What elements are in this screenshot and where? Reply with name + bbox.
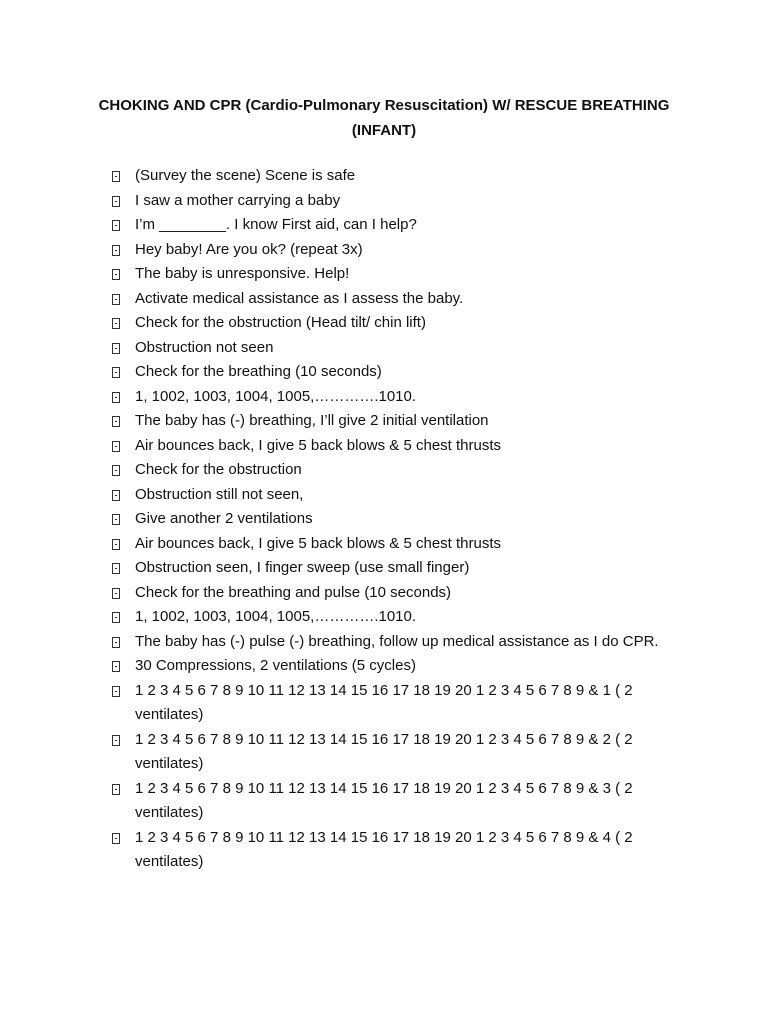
checklist-item-text: Check for the obstruction [135, 461, 302, 478]
checklist-item-text: Hey baby! Are you ok? (repeat 3x) [135, 240, 363, 258]
checklist-item-text: 1, 1002, 1003, 1004, 1005,………….1010. [135, 608, 417, 625]
checklist-item-text: Obstruction not seen [135, 338, 274, 356]
checklist-item [111, 164, 671, 189]
checkbox-icon[interactable] [112, 490, 120, 501]
checkbox-icon[interactable] [112, 637, 120, 648]
checklist-item [111, 213, 671, 238]
checklist-item [111, 360, 671, 385]
checklist-item-text: The baby has (-) breathing, I’ll give 2 initial ventilation [135, 412, 489, 429]
checkbox-glyph-mark [115, 348, 117, 349]
checkbox-icon[interactable] [112, 735, 120, 746]
checklist-item-text: 1, 1002, 1003, 1004, 1005,………….1010. [135, 387, 417, 405]
checklist-item [111, 605, 671, 630]
checkbox-icon[interactable] [112, 833, 120, 844]
title-line-2: (INFANT) [351, 121, 417, 139]
checklist-item [111, 826, 671, 875]
checklist-item [111, 556, 671, 581]
checklist-item-text: Obstruction still not seen, [135, 485, 304, 503]
checkbox-glyph-mark [115, 397, 117, 398]
checklist-item-text: Air bounces back, I give 5 back blows & 5 chest thrusts [135, 534, 502, 552]
checklist-item [111, 311, 671, 336]
checkbox-icon[interactable] [112, 269, 120, 280]
checkbox-icon[interactable] [112, 220, 120, 231]
checkbox-icon[interactable] [112, 514, 120, 525]
checkbox-icon[interactable] [112, 661, 120, 672]
checkbox-glyph-mark [115, 201, 117, 202]
checkbox-glyph-mark [115, 470, 117, 471]
document-title [60, 94, 708, 143]
checkbox-glyph-mark [115, 740, 117, 741]
checkbox-glyph-mark [115, 666, 117, 667]
checkbox-icon[interactable] [112, 612, 120, 623]
checklist-item-text: Check for the obstruction (Head tilt/ chin lift) [135, 314, 426, 331]
checkbox-glyph-mark [115, 691, 117, 692]
checklist-item-text: Activate medical assistance as I assess the baby. [135, 289, 464, 307]
checkbox-glyph-mark [115, 446, 117, 447]
checkbox-icon[interactable] [112, 441, 120, 452]
checklist-item-text: 1 2 3 4 5 6 7 8 9 10 11 12 13 14 15 16 17 18 19 20 1 2 3 4 5 6 7 8 9 & 2 ( 2 ventilates) [135, 730, 633, 772]
checkbox-glyph-mark [115, 176, 117, 177]
checklist-item-text: (Survey the scene) Scene is safe [135, 167, 356, 184]
checkbox-icon[interactable] [112, 563, 120, 574]
checkbox-glyph-mark [115, 495, 117, 496]
checklist-item-text: 1 2 3 4 5 6 7 8 9 10 11 12 13 14 15 16 17 18 19 20 1 2 3 4 5 6 7 8 9 & 1 ( 2 ventilates) [135, 681, 633, 723]
checklist-item [111, 581, 671, 606]
checkbox-icon[interactable] [112, 392, 120, 403]
checklist-item [111, 409, 671, 434]
checklist-item-text: Check for the breathing and pulse (10 seconds) [135, 583, 452, 601]
checklist-item [111, 385, 671, 410]
checkbox-glyph-mark [115, 642, 117, 643]
checkbox-glyph-mark [115, 323, 117, 324]
checklist-item-text: 30 Compressions, 2 ventilations (5 cycles) [135, 657, 416, 674]
checklist-item [111, 238, 671, 263]
checklist-item [111, 483, 671, 508]
checkbox-glyph-mark [115, 838, 117, 839]
checkbox-glyph-mark [115, 544, 117, 545]
checklist-item-text: Check for the breathing (10 seconds) [135, 363, 382, 380]
checklist [111, 164, 671, 875]
checkbox-icon[interactable] [112, 294, 120, 305]
checkbox-glyph-mark [115, 421, 117, 422]
checkbox-icon[interactable] [112, 367, 120, 378]
checkbox-icon[interactable] [112, 588, 120, 599]
checklist-item [111, 532, 671, 557]
checklist-item [111, 336, 671, 361]
checklist-item-text: 1 2 3 4 5 6 7 8 9 10 11 12 13 14 15 16 17 18 19 20 1 2 3 4 5 6 7 8 9 & 3 ( 2 ventilates) [135, 779, 633, 821]
title-line-1: CHOKING AND CPR (Cardio-Pulmonary Resuscitation) W/ RESCUE BREATHING [98, 97, 670, 114]
checkbox-glyph-mark [115, 250, 117, 251]
checklist-item-text: Obstruction seen, I finger sweep (use small finger) [135, 559, 470, 576]
checklist-item [111, 189, 671, 214]
checkbox-icon[interactable] [112, 784, 120, 795]
checkbox-glyph-mark [115, 299, 117, 300]
checklist-item-text: 1 2 3 4 5 6 7 8 9 10 11 12 13 14 15 16 17 18 19 20 1 2 3 4 5 6 7 8 9 & 4 ( 2 ventilates) [135, 828, 633, 870]
checkbox-glyph-mark [115, 519, 117, 520]
checkbox-glyph-mark [115, 593, 117, 594]
checkbox-icon[interactable] [112, 318, 120, 329]
checklist-item-text: The baby has (-) pulse (-) breathing, follow up medical assistance as I do CPR. [135, 632, 659, 650]
checkbox-icon[interactable] [112, 171, 120, 182]
checkbox-icon[interactable] [112, 465, 120, 476]
checkbox-icon[interactable] [112, 416, 120, 427]
checklist-item [111, 630, 671, 655]
checklist-item [111, 679, 671, 728]
checkbox-glyph-mark [115, 274, 117, 275]
checkbox-icon[interactable] [112, 539, 120, 550]
checklist-item [111, 434, 671, 459]
checklist-item [111, 458, 671, 483]
checkbox-glyph-mark [115, 789, 117, 790]
checklist-item [111, 507, 671, 532]
checkbox-glyph-mark [115, 225, 117, 226]
checklist-item [111, 654, 671, 679]
checklist-item-text: Air bounces back, I give 5 back blows & 5 chest thrusts [135, 436, 502, 454]
checklist-item-text: I saw a mother carrying a baby [135, 191, 341, 209]
checklist-item [111, 728, 671, 777]
checkbox-icon[interactable] [112, 343, 120, 354]
checklist-item-text: I’m ________. I know First aid, can I help? [135, 216, 417, 233]
checklist-item-text: The baby is unresponsive. Help! [135, 265, 350, 282]
checklist-item [111, 777, 671, 826]
checklist-item [111, 262, 671, 287]
checkbox-glyph-mark [115, 617, 117, 618]
checkbox-glyph-mark [115, 568, 117, 569]
checklist-item-text: Give another 2 ventilations [135, 510, 313, 527]
checkbox-icon[interactable] [112, 245, 120, 256]
checkbox-glyph-mark [115, 372, 117, 373]
checkbox-icon[interactable] [112, 686, 120, 697]
checklist-item [111, 287, 671, 312]
checkbox-icon[interactable] [112, 196, 120, 207]
